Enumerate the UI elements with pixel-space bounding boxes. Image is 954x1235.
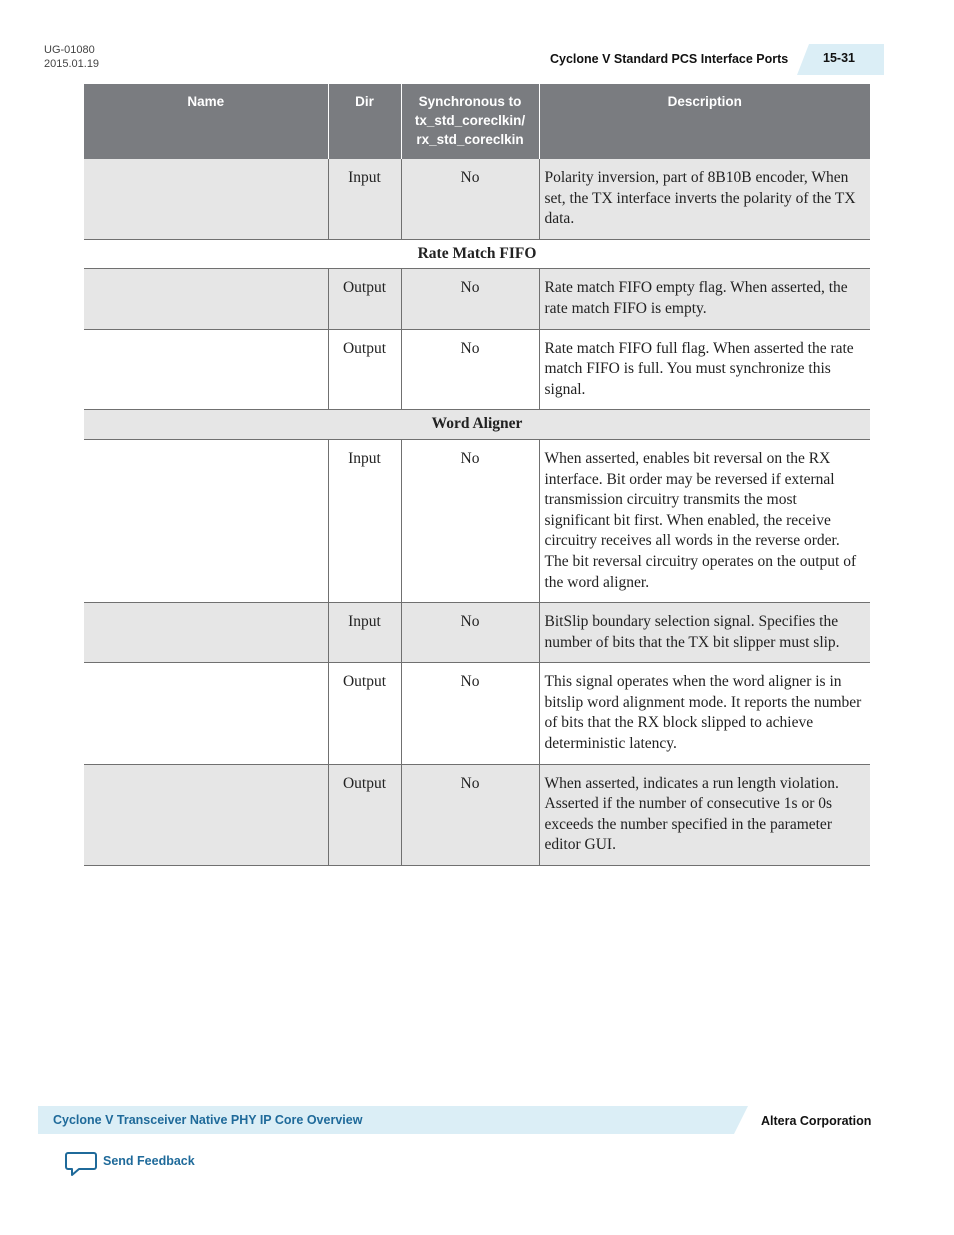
send-feedback-link[interactable]: Send Feedback [103, 1154, 195, 1168]
cell-dir: Input [328, 159, 401, 239]
cell-dir: Output [328, 269, 401, 329]
cell-description: Rate match FIFO empty flag. When asserted, the rate match FIFO is empty. [539, 269, 870, 329]
cell-sync: No [401, 329, 539, 410]
cell-name [84, 439, 328, 602]
footer-company: Altera Corporation [761, 1114, 872, 1128]
footer-doc-title[interactable]: Cyclone V Transceiver Native PHY IP Core Overview [53, 1113, 363, 1127]
cell-description: BitSlip boundary selection signal. Specifies the number of bits that the TX bit slipper must slip. [539, 603, 870, 663]
cell-dir: Output [328, 764, 401, 865]
cell-sync: No [401, 439, 539, 602]
table-row [84, 269, 870, 329]
cell-dir: Input [328, 439, 401, 602]
cell-name [84, 603, 328, 663]
cell-name [84, 329, 328, 410]
column-header-synchronous: Synchronous to tx_std_coreclkin/ rx_std_coreclkin [401, 84, 539, 159]
cell-description: Polarity inversion, part of 8B10B encoder, When set, the TX interface inverts the polarity of the TX data. [539, 159, 870, 239]
cell-name [84, 764, 328, 865]
table-row [84, 439, 870, 602]
cell-description: This signal operates when the word aligner is in bitslip word alignment mode. It reports the number of bits that the RX block slipped to achieve deterministic latency. [539, 663, 870, 764]
cell-sync: No [401, 603, 539, 663]
cell-sync: No [401, 764, 539, 865]
speech-bubble-icon[interactable] [65, 1151, 97, 1182]
cell-sync: No [401, 663, 539, 764]
table-row [84, 329, 870, 410]
table-row [84, 603, 870, 663]
cell-name [84, 269, 328, 329]
table-row [84, 159, 870, 239]
doc-number: UG-01080 [44, 44, 95, 56]
section-row-word-aligner [84, 410, 870, 440]
section-heading: Rate Match FIFO [84, 239, 870, 269]
cell-dir: Output [328, 663, 401, 764]
table-header-row [84, 84, 870, 159]
cell-sync: No [401, 269, 539, 329]
cell-name [84, 159, 328, 239]
doc-date: 2015.01.19 [44, 58, 100, 70]
section-row-rate-match-fifo [84, 239, 870, 269]
table-row [84, 663, 870, 764]
cell-description: When asserted, indicates a run length violation. Asserted if the number of consecutive 1s or 0s exceeds the number specified in the parameter editor GUI. [539, 764, 870, 865]
cell-description: Rate match FIFO full flag. When asserted the rate match FIFO is full. You must synchronize this signal. [539, 329, 870, 410]
column-header-name: Name [84, 84, 328, 159]
page-number: 15-31 [823, 51, 855, 65]
section-heading: Word Aligner [84, 410, 870, 440]
cell-dir: Output [328, 329, 401, 410]
table-row [84, 764, 870, 865]
cell-description: When asserted, enables bit reversal on the RX interface. Bit order may be reversed if external transmission circuitry transmits the most significant bit first. When enabled, the receive circuitry receives all words in the reverse order. The bit reversal circuitry operates on the output of the word aligner. [539, 439, 870, 602]
section-title: Cyclone V Standard PCS Interface Ports [550, 52, 789, 66]
column-header-dir: Dir [328, 84, 401, 159]
cell-sync: No [401, 159, 539, 239]
cell-dir: Input [328, 603, 401, 663]
cell-name [84, 663, 328, 764]
column-header-description: Description [539, 84, 870, 159]
document-id [44, 43, 99, 71]
interface-ports-table [84, 84, 870, 866]
